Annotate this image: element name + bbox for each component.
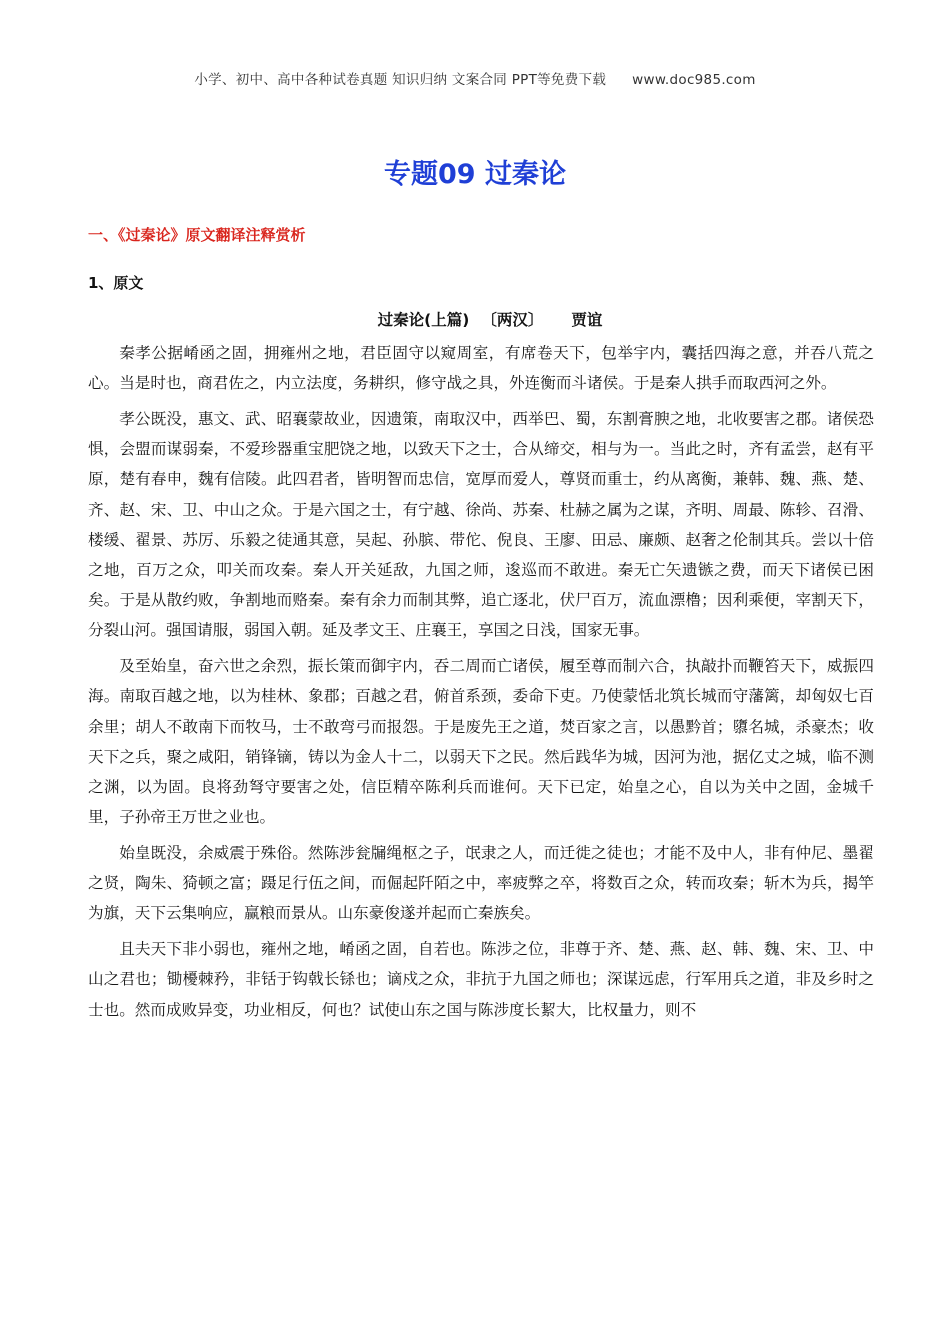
paragraph-3: 及至始皇，奋六世之余烈，振长策而御宇内，吞二周而亡诸侯，履至尊而制六合，执敲扑而鞭笞天下，威振四海。南取百越之地，以为桂林、象郡；百越之君，俯首系颈，委命下吏。乃使蒙恬北筑长城而守藩篱，却匈奴七百余里；胡人不敢南下而牧马，士不敢弯弓而报怨。于是废先王之道，焚百家之言，以愚黔首；隳名城，杀豪杰；收天下之兵，聚之咸阳，销锋镝，铸以为金人十二，以弱天下之民。然后践华为城，因河为池，据亿丈之城，临不测之渊，以为固。良将劲弩守要害之处，信臣精卒陈利兵而谁何。天下已定，始皇之心，自以为关中之固，金城千里，子孙帝王万世之业也。: [88, 657, 874, 827]
header-site-link[interactable]: www.doc985.com: [632, 72, 756, 88]
paragraph-1: 秦孝公据崤函之固，拥雍州之地，君臣固守以窥周室，有席卷天下，包举宇内，囊括四海之意，并吞八荒之心。当是时也，商君佐之，内立法度，务耕织，修守战之具，外连衡而斗诸侯。于是秦人拱手而取西河之外。: [88, 344, 874, 393]
section-heading: 一、《过秦论》原文翻译注释赏析: [88, 226, 306, 244]
page-title: 专题09 过秦论: [384, 159, 566, 190]
poem-author: 贾谊: [571, 311, 603, 329]
paragraph-2: 孝公既没，惠文、武、昭襄蒙故业，因遗策，南取汉中，西举巴、蜀，东割膏腴之地，北收要害之郡。诸侯恐惧，会盟而谋弱秦，不爱珍器重宝肥饶之地，以致天下之士，合从缔交，相与为一。当此之时，齐有孟尝，赵有平原，楚有春申，魏有信陵。此四君者，皆明智而忠信，宽厚而爱人，尊贤而重士，约从离衡，兼韩、魏、燕、楚、齐、赵、宋、卫、中山之众。于是六国之士，有宁越、徐尚、苏秦、杜赫之属为之谋，齐明、周最、陈轸、召滑、楼缓、翟景、苏厉、乐毅之徒通其意，吴起、孙膑、带佗、倪良、王廖、田忌、廉颇、赵奢之伦制其兵。尝以十倍之地，百万之众，叩关而攻秦。秦人开关延敌，九国之师，逡巡而不敢进。秦无亡矢遗镞之费，而天下诸侯已困矣。于是从散约败，争割地而赂秦。秦有余力而制其弊，追亡逐北，伏尸百万，流血漂橹；因利乘便，宰割天下，分裂山河。强国请服，弱国入朝。延及孝文王、庄襄王，享国之日浅，国家无事。: [88, 410, 874, 640]
poem-title: [0, 308, 950, 330]
paragraph-5: 且夫天下非小弱也，雍州之地，崤函之固，自若也。陈涉之位，非尊于齐、楚、燕、赵、韩、魏、宋、卫、中山之君也；锄櫌棘矜，非铦于钩戟长铩也；谪戍之众，非抗于九国之师也；深谋远虑，行军用兵之道，非及乡时之士也。然而成败异变，功业相反，何也？试使山东之国与陈涉度长絜大，比权量力，则不: [88, 940, 874, 1019]
header-text: 小学、初中、高中各种试卷真题 知识归纳 文案合同 PPT等免费下载: [194, 72, 607, 88]
page-header: [0, 68, 950, 88]
poem-dynasty: 〔两汉〕: [481, 311, 544, 329]
poem-title-text: 过秦论(上篇): [377, 311, 470, 329]
sub-heading: 1、原文: [88, 274, 144, 292]
body-text: [88, 338, 874, 1030]
paragraph-4: 始皇既没，余威震于殊俗。然陈涉瓮牖绳枢之子，氓隶之人，而迁徙之徒也；才能不及中人，非有仲尼、墨翟之贤，陶朱、猗顿之富；蹑足行伍之间，而倔起阡陌之中，率疲弊之卒，将数百之众，转而攻秦；斩木为兵，揭竿为旗，天下云集响应，赢粮而景从。山东豪俊遂并起而亡秦族矣。: [88, 844, 874, 923]
